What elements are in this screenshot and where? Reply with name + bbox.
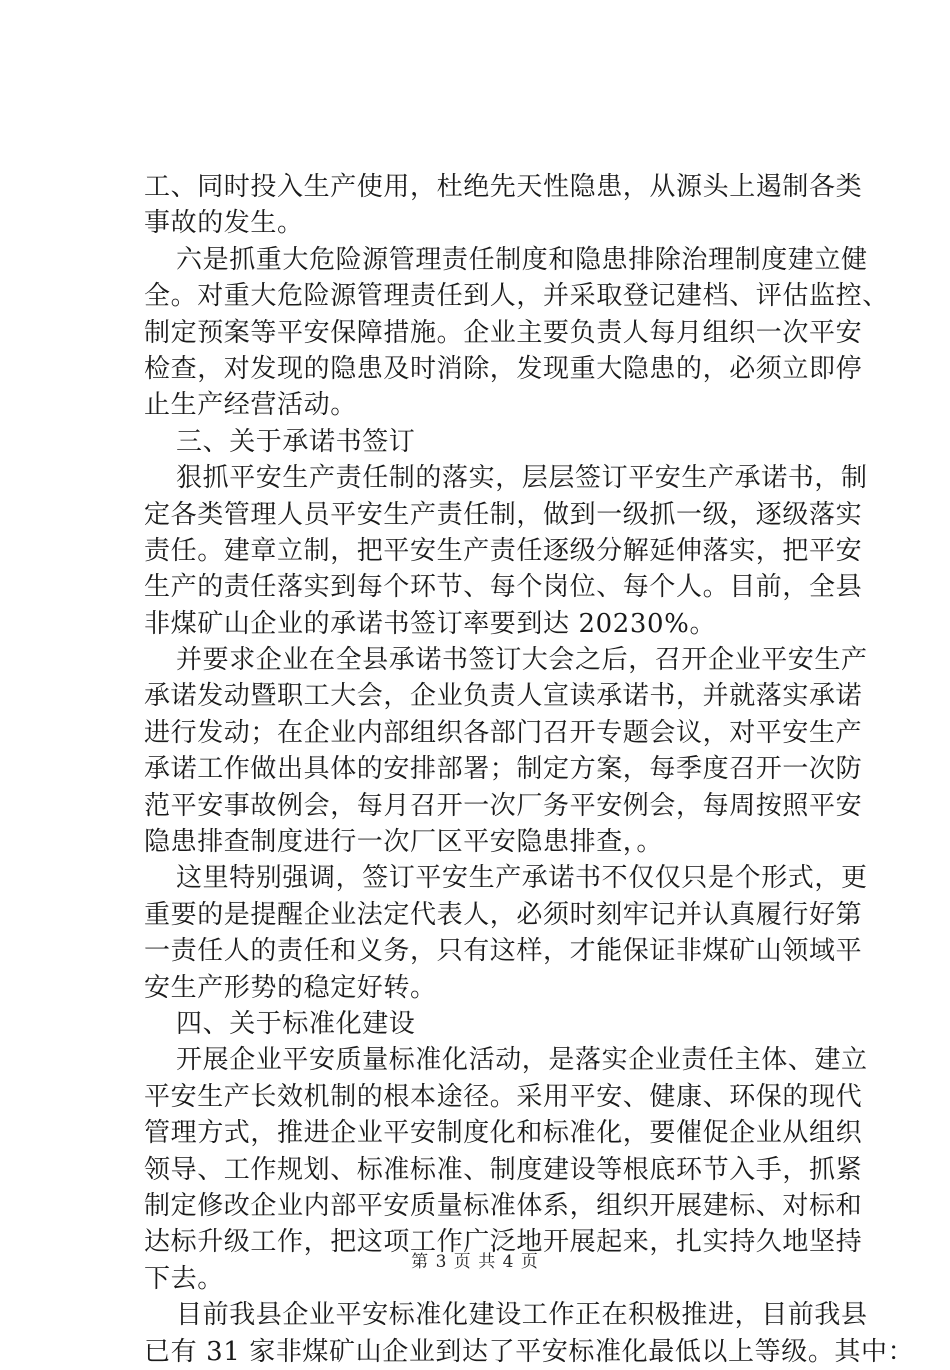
text-line: 事故的发生。 <box>144 208 304 239</box>
text-line: 安生产形势的稳定好转。 <box>144 972 437 1003</box>
paragraph-start: 这里特别强调，签订平安生产承诺书不仅仅只是个形式，更 <box>176 863 868 894</box>
document-body <box>144 169 915 1370</box>
text-line: 定各类管理人员平安生产责任制，做到一级抓一级，逐级落实 <box>144 499 863 530</box>
paragraph-start: 并要求企业在全县承诺书签订大会之后，召开企业平安生产 <box>176 645 868 676</box>
text-line: 范平安事故例会，每月召开一次厂务平安例会，每周按照平安 <box>144 790 863 821</box>
section-heading: 四、关于标准化建设 <box>176 1008 416 1039</box>
paragraph-start: 目前我县企业平安标准化建设工作正在积极推进，目前我县 <box>176 1300 868 1331</box>
text-line: 工、同时投入生产使用，杜绝先天性隐患，从源头上遏制各类 <box>144 172 863 202</box>
paragraph-start: 狠抓平安生产责任制的落实，层层签订平安生产承诺书，制 <box>176 463 868 494</box>
paragraph-start: 开展企业平安质量标准化活动，是落实企业责任主体、建立 <box>176 1045 868 1076</box>
text-line: 重要的是提醒企业法定代表人，必须时刻牢记并认真履行好第 <box>144 899 863 930</box>
text-line: 非煤矿山企业的承诺书签订率要到达 20230%。 <box>144 608 717 639</box>
text-line: 平安生产长效机制的根本途径。采用平安、健康、环保的现代 <box>144 1081 863 1112</box>
text-line: 下去。 <box>144 1263 224 1294</box>
text-line: 进行发动；在企业内部组织各部门召开专题会议，对平安生产 <box>144 717 863 748</box>
text-line: 生产的责任落实到每个环节、每个岗位、每个人。目前，全县 <box>144 572 863 603</box>
text-line: 管理方式，推进企业平安制度化和标准化，要催促企业从组织 <box>144 1118 863 1149</box>
text-line: 已有 31 家非煤矿山企业到达了平安标准化最低以上等级。其中： <box>144 1336 915 1367</box>
paragraph-start: 六是抓重大危险源管理责任制度和隐患排除治理制度建立健 <box>176 244 868 275</box>
text-line: 达标升级工作，把这项工作广泛地开展起来，扎实持久地坚持 <box>144 1227 863 1258</box>
text-line: 止生产经营活动。 <box>144 390 357 421</box>
text-line: 一责任人的责任和义务，只有这样，才能保证非煤矿山领域平 <box>144 936 863 967</box>
text-line: 领导、工作规划、标准标准、制度建设等根底环节入手，抓紧 <box>144 1154 863 1185</box>
text-line: 制定修改企业内部平安质量标准体系，组织开展建标、对标和 <box>144 1190 863 1221</box>
section-heading: 三、关于承诺书签订 <box>176 426 416 457</box>
text-line: 隐患排查制度进行一次厂区平安隐患排查，。 <box>144 827 664 858</box>
text-line: 承诺工作做出具体的安排部署；制定方案，每季度召开一次防 <box>144 754 863 785</box>
page-number-footer: 第 3 页 共 4 页 <box>411 1252 539 1272</box>
text-line: 检查，对发现的隐患及时消除，发现重大隐患的，必须立即停 <box>144 353 863 384</box>
text-line: 制定预案等平安保障措施。企业主要负责人每月组织一次平安 <box>144 317 863 348</box>
text-line: 责任。建章立制，把平安生产责任逐级分解延伸落实，把平安 <box>144 535 863 566</box>
text-line: 承诺发动暨职工大会，企业负责人宣读承诺书，并就落实承诺 <box>144 681 863 712</box>
text-line: 全。对重大危险源管理责任到人，并采取登记建档、评估监控、 <box>144 281 889 312</box>
